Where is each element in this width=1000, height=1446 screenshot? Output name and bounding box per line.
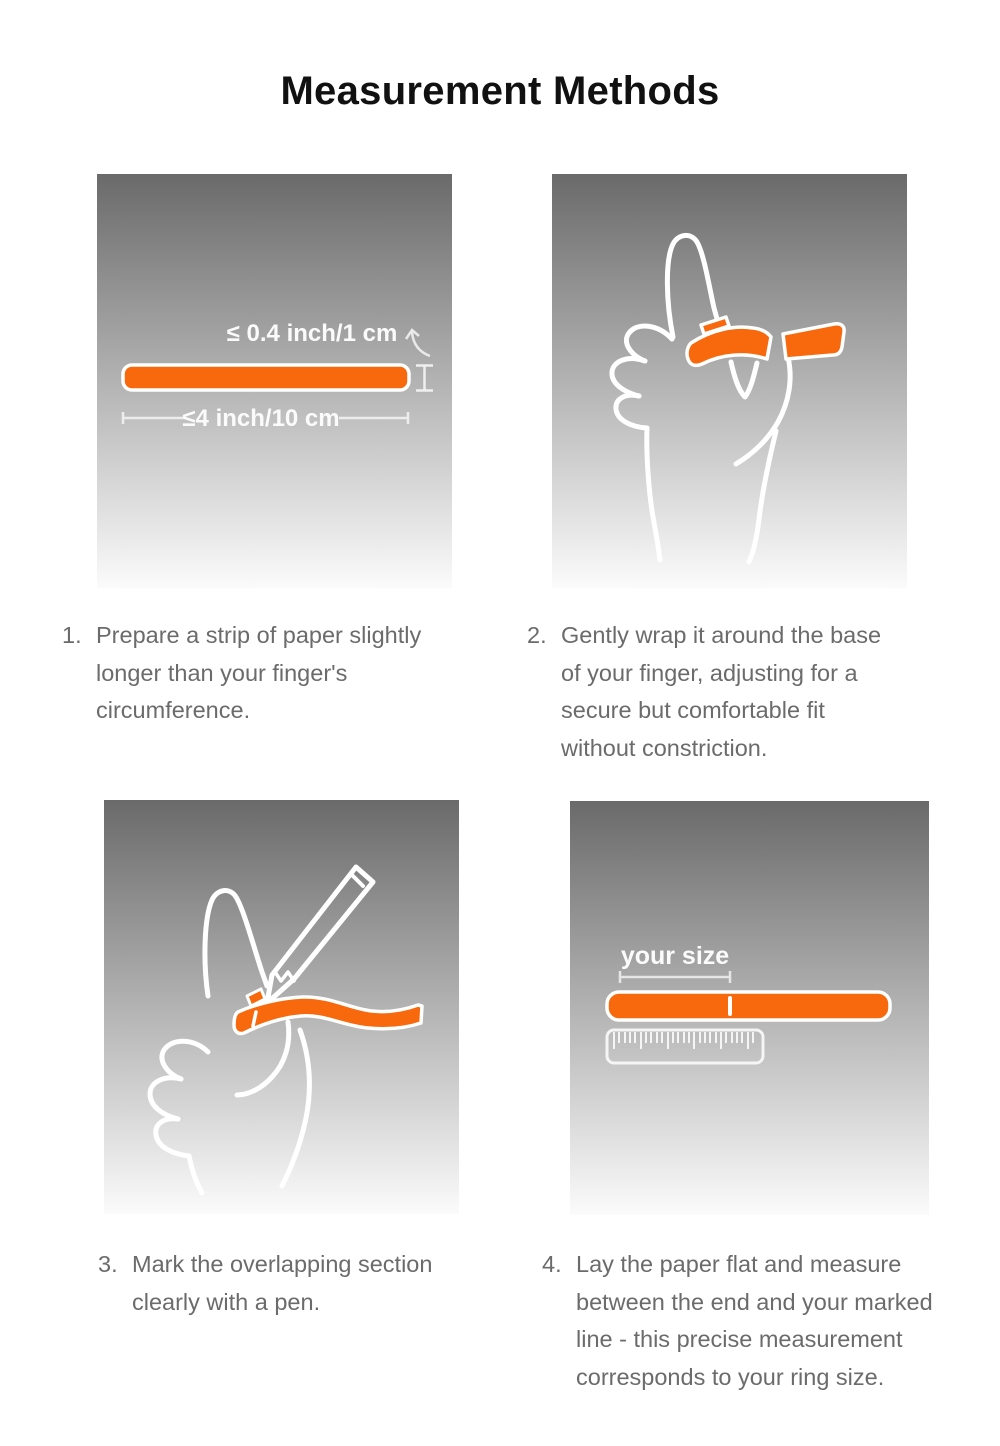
strip-wavy-tail: [234, 997, 422, 1034]
paper-strip-bar: [607, 992, 890, 1020]
step-3-text: [132, 1246, 432, 1321]
step-3-number: 3.: [98, 1251, 118, 1277]
mark-pencil-hand-icon: [104, 800, 459, 1214]
step-4-text: [576, 1246, 933, 1396]
panel-step2-wrap-finger: [552, 174, 907, 588]
step-text-line: longer than your finger's: [96, 659, 348, 686]
panel-step4-measure-ruler: [570, 801, 929, 1215]
wrap-finger-hand-icon: [552, 174, 907, 588]
paper-strip-diagram-icon: [97, 174, 452, 588]
strip-height-label: ≤ 0.4 inch/1 cm: [226, 320, 398, 347]
step-2-instruction: [527, 617, 957, 767]
step-4-number: 4.: [542, 1251, 562, 1277]
size-bracket-icon: [620, 971, 730, 983]
page-title: Measurement Methods: [280, 69, 720, 113]
step-text-line: of your finger, adjusting for a: [561, 659, 858, 686]
step-text-line: corresponds to your ring size.: [576, 1363, 885, 1390]
step-text-line: between the end and your marked: [576, 1288, 933, 1315]
ruler-short-ticks: [619, 1032, 753, 1043]
step-1-number: 1.: [62, 622, 82, 648]
step-2-number: 2.: [527, 622, 547, 648]
step-text-line: clearly with a pen.: [132, 1288, 321, 1315]
step-4-instruction: [542, 1246, 972, 1396]
step-text-line: Gently wrap it around the base: [561, 622, 882, 648]
curved-arrow-icon: [412, 332, 430, 356]
step-text-line: secure but comfortable fit: [561, 697, 825, 723]
step-text-line: Mark the overlapping section: [132, 1251, 433, 1277]
paper-strip-bar: [123, 365, 409, 390]
ruler-measure-diagram-icon: [570, 801, 929, 1215]
step-text-line: circumference.: [96, 697, 251, 723]
step-text-line: without constriction.: [561, 734, 768, 761]
strip-around-finger: [687, 327, 771, 365]
step-text-line: line - this precise measurement: [576, 1326, 903, 1352]
strip-tail: [783, 324, 844, 359]
step-2-text: [561, 617, 881, 767]
step-text-line: Prepare a strip of paper slightly: [96, 622, 422, 648]
height-ibeam-icon: [416, 366, 433, 391]
step-text-line: Lay the paper flat and measure: [576, 1251, 902, 1277]
step-1-instruction: [62, 617, 492, 730]
your-size-label: your size: [620, 942, 730, 970]
step-3-instruction: [98, 1246, 498, 1321]
step-1-text: [96, 617, 421, 730]
strip-length-label: ≤4 inch/10 cm: [182, 405, 340, 432]
panel-step1-paper-strip: [97, 174, 452, 588]
panel-step3-mark-pen: [104, 800, 459, 1214]
